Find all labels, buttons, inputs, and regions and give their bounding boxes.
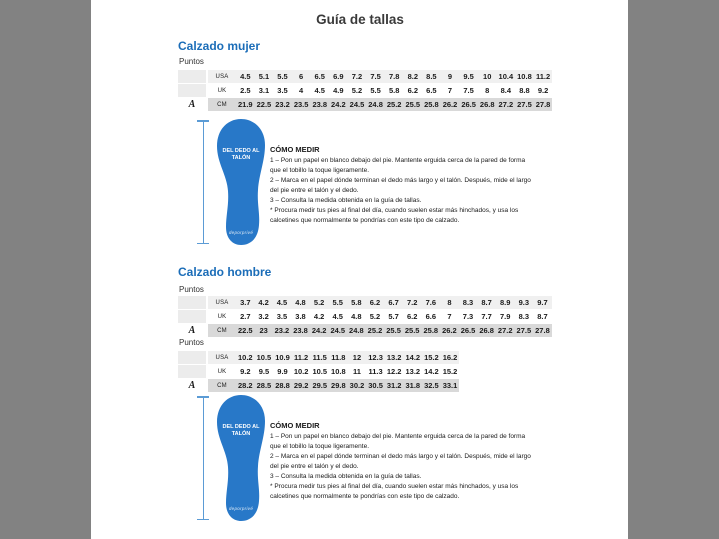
size-value-cell: 14.2	[422, 365, 441, 379]
size-value-cell: 4.5	[273, 296, 292, 310]
measure-line	[197, 120, 209, 244]
size-value-cell: 14.2	[403, 351, 422, 365]
how-to-step-2: 2 – Marca en el papel dónde terminan el dedo más largo y el talón. Después, mide el largo del pie entre el talón y el dedo.	[270, 177, 531, 194]
how-to-step-3: 3 – Consulta la medida obtenida en la guía de tallas.	[270, 197, 422, 204]
size-value-cell: 6.2	[403, 84, 422, 98]
size-value-cell: 24.2	[329, 98, 348, 112]
size-value-cell: 7.6	[421, 296, 440, 310]
size-value-cell: 23.5	[292, 98, 311, 112]
size-value-cell: 25.2	[385, 98, 404, 112]
size-value-cell: 27.5	[515, 98, 534, 112]
size-table-women	[178, 69, 552, 112]
size-value-cell: 10.9	[273, 351, 292, 365]
size-row-cm	[178, 98, 552, 112]
size-value-cell: 26.5	[459, 98, 478, 112]
points-label-men-2: Puntos	[179, 338, 204, 347]
corner-a-cell: A	[178, 324, 207, 338]
size-value-cell: 13.2	[403, 365, 422, 379]
size-value-cell: 5.5	[328, 296, 347, 310]
size-value-cell: 11.2	[292, 351, 311, 365]
size-value-cell: 3.7	[236, 296, 255, 310]
size-value-cell: 25.8	[421, 324, 440, 338]
footprint	[214, 118, 268, 246]
size-value-cell: 8	[478, 84, 497, 98]
size-value-cell: 7.2	[348, 70, 367, 84]
how-to-title: CÓMO MEDIR	[270, 421, 320, 430]
row-label-usa: USA	[207, 296, 236, 310]
size-value-cell: 16.2	[441, 351, 460, 365]
corner-empty-cell	[178, 296, 207, 310]
size-value-cell: 7.7	[477, 310, 496, 324]
row-label-cm: CM	[207, 324, 236, 338]
measure-line-bottom-cap	[197, 519, 209, 521]
size-table-men-small	[178, 295, 552, 338]
size-value-cell: 9.2	[236, 365, 255, 379]
how-to-title: CÓMO MEDIR	[270, 145, 320, 154]
how-to-step-2: 2 – Marca en el papel dónde terminan el dedo más largo y el talón. Después, mide el largo del pie entre el talón y el dedo.	[270, 453, 531, 470]
size-value-cell: 8.3	[515, 310, 534, 324]
brand-wordmark: deporprivé	[228, 230, 254, 235]
size-value-cell: 7.2	[403, 296, 422, 310]
measure-line-stem	[203, 396, 204, 520]
corner-empty-cell	[178, 84, 207, 98]
how-to-measure-women	[270, 145, 534, 226]
size-value-cell: 3.5	[273, 310, 292, 324]
size-value-cell: 33.1	[441, 379, 460, 393]
size-value-cell: 5.5	[273, 70, 292, 84]
corner-a-cell: A	[178, 98, 207, 112]
size-value-cell: 8	[440, 296, 459, 310]
size-value-cell: 9.2	[534, 84, 553, 98]
size-value-cell: 4.2	[310, 310, 329, 324]
size-value-cell: 6.7	[384, 296, 403, 310]
row-label-usa: USA	[207, 70, 236, 84]
size-value-cell: 12	[348, 351, 367, 365]
size-value-cell: 3.1	[255, 84, 274, 98]
row-label-uk: UK	[207, 84, 236, 98]
size-value-cell: 29.2	[292, 379, 311, 393]
size-value-cell: 27.2	[496, 324, 515, 338]
foot-measure-label: DEL DEDO AL TALÓN	[222, 148, 260, 161]
size-value-cell: 7.5	[459, 84, 478, 98]
foot-diagram-women	[197, 118, 271, 246]
size-value-cell: 5.7	[384, 310, 403, 324]
size-row-usa	[178, 70, 552, 84]
foot-measure-label: DEL DEDO AL TALÓN	[222, 424, 260, 437]
size-value-cell: 24.5	[348, 98, 367, 112]
corner-empty-cell	[178, 70, 207, 84]
size-value-cell: 26.5	[459, 324, 478, 338]
size-value-cell: 4.5	[310, 84, 329, 98]
corner-empty-cell	[178, 365, 207, 379]
footprint-icon	[214, 394, 268, 522]
size-value-cell: 11.3	[366, 365, 385, 379]
size-value-cell: 3.2	[255, 310, 273, 324]
size-value-cell: 8.5	[422, 70, 441, 84]
size-value-cell: 8.8	[515, 84, 534, 98]
size-value-cell: 23.2	[273, 324, 292, 338]
size-value-cell: 6.6	[421, 310, 440, 324]
size-value-cell: 27.5	[515, 324, 534, 338]
letterbox-left	[0, 0, 91, 539]
size-value-cell: 6.5	[310, 70, 329, 84]
section-heading-men: Calzado hombre	[178, 265, 272, 279]
size-value-cell: 7	[441, 84, 460, 98]
size-value-cell: 23.8	[310, 98, 329, 112]
size-value-cell: 10.2	[236, 351, 255, 365]
size-value-cell: 28.5	[255, 379, 274, 393]
corner-empty-cell	[178, 351, 207, 365]
size-value-cell: 5.1	[255, 70, 274, 84]
size-value-cell: 15.2	[441, 365, 460, 379]
row-label-usa: USA	[207, 351, 236, 365]
how-to-step-1: 1 – Pon un papel en blanco debajo del pie. Mantente erguida cerca de la pared de forma que el tobillo la toque ligeramente.	[270, 157, 526, 174]
size-value-cell: 10	[478, 70, 497, 84]
size-value-cell: 6.2	[403, 310, 422, 324]
row-label-cm: CM	[207, 98, 236, 112]
size-value-cell: 24.5	[328, 324, 347, 338]
size-value-cell: 4.9	[329, 84, 348, 98]
size-value-cell: 31.8	[403, 379, 422, 393]
size-value-cell: 10.8	[515, 70, 534, 84]
size-value-cell: 5.5	[366, 84, 385, 98]
how-to-note: * Procura medir tus pies al final del día, cuando suelen estar más hinchados, y usa los calcetines que normalmente te pondrías con este tipo de calzado.	[270, 207, 519, 224]
size-value-cell: 4	[292, 84, 311, 98]
size-value-cell: 9.7	[533, 296, 552, 310]
section-heading-women: Calzado mujer	[178, 39, 261, 53]
size-value-cell: 9.5	[255, 365, 274, 379]
size-value-cell: 23.8	[291, 324, 310, 338]
size-value-cell: 4.8	[291, 296, 310, 310]
size-value-cell: 28.2	[236, 379, 255, 393]
size-row-usa	[178, 296, 552, 310]
size-value-cell: 29.5	[310, 379, 329, 393]
size-value-cell: 8.7	[477, 296, 496, 310]
size-value-cell: 8.3	[459, 296, 478, 310]
size-value-cell: 8.2	[403, 70, 422, 84]
size-value-cell: 25.5	[384, 324, 403, 338]
size-value-cell: 6.2	[366, 296, 385, 310]
size-value-cell: 7.9	[496, 310, 515, 324]
size-value-cell: 11.2	[534, 70, 553, 84]
size-row-uk	[178, 84, 552, 98]
row-label-cm: CM	[207, 379, 236, 393]
size-value-cell: 10.2	[292, 365, 311, 379]
size-value-cell: 6.9	[329, 70, 348, 84]
how-to-step-1: 1 – Pon un papel en blanco debajo del pie. Mantente erguida cerca de la pared de forma que el tobillo la toque ligeramente.	[270, 433, 526, 450]
size-value-cell: 21.9	[236, 98, 255, 112]
size-value-cell: 26.8	[478, 98, 497, 112]
size-row-cm	[178, 379, 459, 393]
measure-line-stem	[203, 120, 204, 244]
letterbox-right	[628, 0, 719, 539]
corner-empty-cell	[178, 310, 207, 324]
size-value-cell: 25.2	[366, 324, 385, 338]
size-row-cm	[178, 324, 552, 338]
size-value-cell: 3.8	[291, 310, 310, 324]
size-value-cell: 26.8	[477, 324, 496, 338]
size-value-cell: 7.3	[459, 310, 478, 324]
size-value-cell: 12.3	[366, 351, 385, 365]
size-value-cell: 3.5	[273, 84, 292, 98]
foot-diagram-men	[197, 394, 271, 522]
size-value-cell: 7	[440, 310, 459, 324]
points-label-women: Puntos	[179, 57, 204, 66]
size-value-cell: 30.2	[348, 379, 367, 393]
size-value-cell: 9	[441, 70, 460, 84]
size-value-cell: 30.5	[366, 379, 385, 393]
measure-line	[197, 396, 209, 520]
size-value-cell: 7.5	[366, 70, 385, 84]
size-value-cell: 11.5	[310, 351, 329, 365]
size-value-cell: 8.4	[497, 84, 516, 98]
size-row-usa	[178, 351, 459, 365]
row-label-uk: UK	[207, 365, 236, 379]
size-value-cell: 10.4	[497, 70, 516, 84]
size-value-cell: 9.3	[515, 296, 534, 310]
size-value-cell: 23.2	[273, 98, 292, 112]
size-value-cell: 26.2	[441, 98, 460, 112]
measure-line-bottom-cap	[197, 243, 209, 245]
size-value-cell: 9.9	[273, 365, 292, 379]
size-value-cell: 4.8	[347, 310, 366, 324]
size-value-cell: 28.8	[273, 379, 292, 393]
size-value-cell: 2.7	[236, 310, 255, 324]
size-value-cell: 31.2	[385, 379, 404, 393]
size-value-cell: 27.8	[534, 98, 553, 112]
size-value-cell: 6.5	[422, 84, 441, 98]
size-value-cell: 11.8	[329, 351, 348, 365]
size-value-cell: 11	[348, 365, 367, 379]
size-value-cell: 23	[255, 324, 273, 338]
how-to-note: * Procura medir tus pies al final del día, cuando suelen estar más hinchados, y usa los calcetines que normalmente te pondrías con este tipo de calzado.	[270, 483, 519, 500]
size-value-cell: 8.9	[496, 296, 515, 310]
how-to-step-3: 3 – Consulta la medida obtenida en la guía de tallas.	[270, 473, 422, 480]
size-value-cell: 10.5	[255, 351, 274, 365]
size-value-cell: 27.8	[533, 324, 552, 338]
footprint-icon	[214, 118, 268, 246]
size-value-cell: 4.5	[236, 70, 255, 84]
row-label-uk: UK	[207, 310, 236, 324]
size-value-cell: 5.8	[385, 84, 404, 98]
size-value-cell: 24.2	[310, 324, 329, 338]
size-value-cell: 6	[292, 70, 311, 84]
size-value-cell: 4.5	[328, 310, 347, 324]
footprint	[214, 394, 268, 522]
size-value-cell: 5.2	[366, 310, 385, 324]
how-to-measure-men	[270, 421, 534, 502]
points-label-men-1: Puntos	[179, 285, 204, 294]
size-value-cell: 13.2	[385, 351, 404, 365]
size-value-cell: 7.8	[385, 70, 404, 84]
size-value-cell: 9.5	[459, 70, 478, 84]
size-value-cell: 24.8	[366, 98, 385, 112]
size-value-cell: 22.5	[255, 98, 274, 112]
size-value-cell: 32.5	[422, 379, 441, 393]
corner-a-cell: A	[178, 379, 207, 393]
size-value-cell: 10.8	[329, 365, 348, 379]
size-value-cell: 29.8	[329, 379, 348, 393]
size-value-cell: 24.8	[347, 324, 366, 338]
size-value-cell: 4.2	[255, 296, 273, 310]
size-value-cell: 26.2	[440, 324, 459, 338]
size-value-cell: 27.2	[497, 98, 516, 112]
size-value-cell: 5.2	[348, 84, 367, 98]
size-value-cell: 25.5	[403, 324, 422, 338]
size-row-uk	[178, 365, 459, 379]
size-value-cell: 10.5	[310, 365, 329, 379]
size-value-cell: 25.5	[403, 98, 422, 112]
brand-wordmark: deporprivé	[228, 506, 254, 511]
size-table-men-large	[178, 350, 459, 393]
size-value-cell: 5.2	[310, 296, 329, 310]
size-row-uk	[178, 310, 552, 324]
size-value-cell: 12.2	[385, 365, 404, 379]
size-value-cell: 5.8	[347, 296, 366, 310]
size-value-cell: 15.2	[422, 351, 441, 365]
size-value-cell: 22.5	[236, 324, 255, 338]
page-title: Guía de tallas	[316, 12, 404, 27]
size-value-cell: 8.7	[533, 310, 552, 324]
size-value-cell: 2.5	[236, 84, 255, 98]
size-value-cell: 25.8	[422, 98, 441, 112]
